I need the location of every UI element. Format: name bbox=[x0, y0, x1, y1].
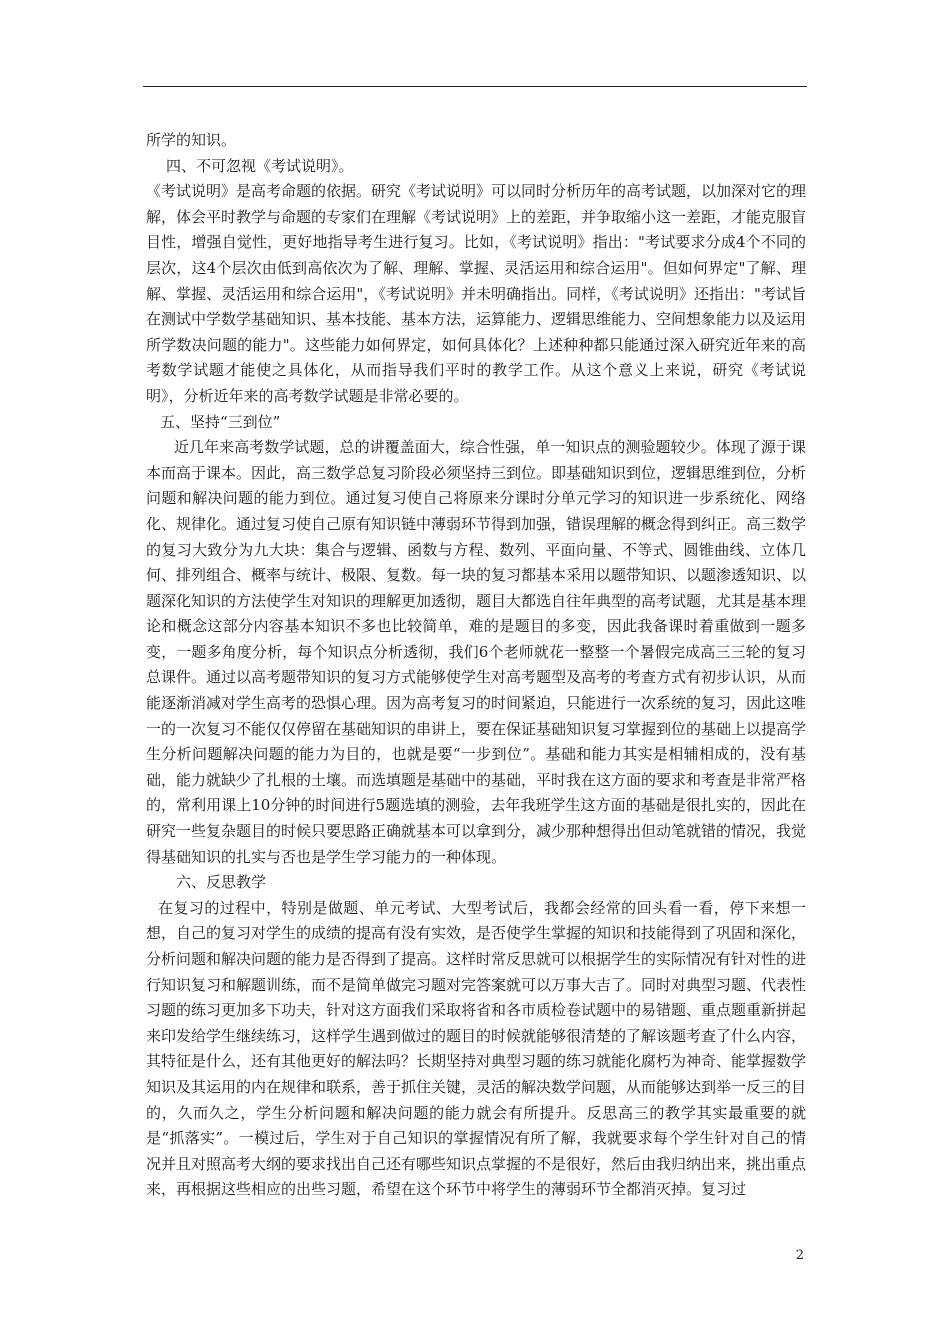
paragraph-continuation: 所学的知识。 bbox=[146, 131, 237, 149]
header-rule bbox=[143, 86, 807, 87]
page-number: 2 bbox=[795, 1248, 804, 1263]
section-heading-6: 六、反思教学 bbox=[176, 873, 267, 892]
paragraph-exam-guide: 《考试说明》是高考命题的依据。研究《考试说明》可以同时分析历年的高考试题，以加深对它的理解，体会平时教学与命题的专家们在理解《考试说明》上的差距，并争取缩小这一差距，才能克服盲目性，增强自觉性，更好地指导考生进行复习。比如，《考试说明》指出："考试要求分成4个不同的层次，这4个层次由低到高依次为了解、理解、掌握、灵活运用和综合运用"。但如何界定"了解、理解、掌握、灵活运用和综合运用"，《考试说明》并未明确指出。同样，《考试说明》还指出："考试旨在测试中学数学基础知识、基本技能、基本方法，运算能力、逻辑思维能力、空间想象能力以及运用所学数决问题的能力"。这些能力如何界定，如何具体化？上述种种都只能通过深入研究近年来的高考数学试题才能使之具体化，从而指导我们平时的教学工作。从这个意义上来说，研究《考试说明》，分析近年来的高考数学试题是非常必要的。 bbox=[146, 182, 807, 405]
paragraph-three-in-place: 近几年来高考数学试题，总的讲覆盖面大，综合性强，单一知识点的测验题较少。体现了源于课本而高于课本。因此，高三数学总复习阶段必须坚持三到位。即基础知识到位，逻辑思维到位，分析问题和解决问题的能力到位。通过复习使自己将原来分课时分单元学习的知识进一步系统化、网络化、规律化。通过复习使自己原有知识链中薄弱环节得到加强，错误理解的概念得到纠正。高三数学的复习大致分为九大块：集合与逻辑、函数与方程、数列、平面向量、不等式、圆锥曲线、立体几何、排列组合、概率与统计、极限、复数。每一块的复习都基本采用以题带知识、以题渗透知识、以题深化知识的方法使学生对知识的理解更加透彻，题目大都选自往年典型的高考试题，尤其是基本理论和概念这部分内容基本知识不多也比较简单，难的是题目的多变，因此我备课时着重做到一题多变，一题多角度分析，每个知识点分析透彻，我们6个老师就花一整整一个暑假完成高三三轮的复习总课件。通过以高考题带知识的复习方式能够使学生对高考题型及高考的考查方式有初步认识，从而能逐渐消减对学生高考的恐惧心理。因为高考复习的时间紧迫，只能进行一次系统的复习，因此这唯一的一次复习不能仅仅停留在基础知识的串讲上，要在保证基础知识复习掌握到位的基础上以提高学生分析问题解决问题的能力为目的，也就是要“一步到位”。基础和能力其实是相辅相成的，没有基础，能力就缺少了扎根的土壤。而选填题是基础中的基础，平时我在这方面的要求和考查是非常严格的，常利用课上10分钟的时间进行5题选填的测验，去年我班学生这方面的基础是很扎实的，因此在研究一些复杂题目的时候只要思路正确就基本可以拿到分，减少那种想得出但动笔就错的情况，我觉得基础知识的扎实与否也是学生学习能力的一种体现。 bbox=[146, 438, 807, 866]
section-heading-4: 四、不可忽视《考试说明》。 bbox=[166, 156, 354, 175]
paragraph-reflect-teaching: 在复习的过程中，特别是做题、单元考试、大型考试后，我都会经常的回头看一看，停下来想一想，自己的复习对学生的成绩的提高有没有实效，是否使学生掌握的知识和技能得到了巩固和深化，分析问题和解决问题的能力是否得到了提高。这样时常反思就可以根据学生的实际情况有针对性的进行知识复习和解题训练，而不是简单做完习题对完答案就可以万事大吉了。同时对典型习题、代表性习题的练习更加多下功夫，针对这方面我们采取将省和各市质检卷试题中的易错题、重点题重新拼起来印发给学生继续练习，这样学生遇到做过的题目的时候就能够很清楚的了解该题考查了什么内容，其特征是什么，还有其他更好的解法吗？长期坚持对典型习题的练习就能化腐朽为神奇、能掌握数学知识及其运用的内在规律和联系，善于抓住关键，灵活的解决数学问题，从而能够达到举一反三的目的，久而久之，学生分析问题和解决问题的能力就会有所提升。反思高三的教学其实最重要的就是“抓落实”。一模过后，学生对于自己知识的掌握情况有所了解，我就要求每个学生针对自己的情况并且对照高考大纲的要求找出自己还有哪些知识点掌握的不是很好，然后由我归纳出来，挑出重点来，再根据这些相应的出些习题，希望在这个环节中将学生的薄弱环节全都消灭掉。复习过 bbox=[146, 898, 807, 1199]
document-body bbox=[146, 128, 806, 1203]
section-heading-5: 五、坚持“三到位” bbox=[160, 412, 281, 431]
